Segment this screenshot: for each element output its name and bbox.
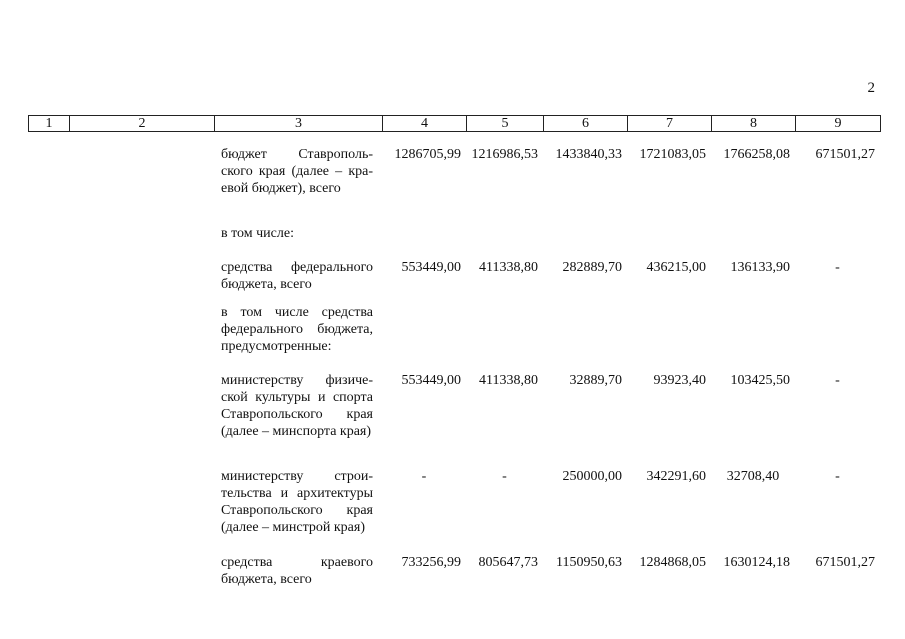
header-cell-1: 1 [29, 116, 70, 132]
table-row [28, 304, 880, 372]
header-cell-5: 5 [467, 116, 544, 132]
value-col-7: 93923,40 [653, 373, 706, 388]
header-cell-9: 9 [796, 116, 881, 132]
table-row [28, 554, 880, 594]
value-col-7: 342291,60 [646, 469, 706, 484]
value-col-9: 671501,27 [815, 555, 875, 570]
value-col-9: 671501,27 [815, 147, 875, 162]
header-row [29, 116, 881, 132]
value-col-6: 282889,70 [562, 260, 622, 275]
row-description: министерству физиче-ской культуры и спорта Ставропольского края (далее – минспорта края) [221, 373, 373, 439]
value-col-6: 1150950,63 [556, 555, 622, 570]
row-description: средства федерального бюджета, всего [221, 260, 373, 292]
value-col-5: 411338,80 [479, 373, 538, 388]
value-col-6: 1433840,33 [555, 147, 622, 162]
page-number: 2 [867, 80, 875, 96]
value-col-7: 1721083,05 [639, 147, 706, 162]
value-col-5: - [502, 469, 507, 484]
header-cell-7: 7 [628, 116, 712, 132]
header-cell-2: 2 [70, 116, 215, 132]
table-row [28, 225, 880, 259]
table-row [28, 468, 880, 554]
value-col-8: 32708,40 [726, 469, 780, 484]
row-description: бюджет Ставрополь-ского края (далее – кра-евой бюджет), всего [221, 147, 373, 196]
header-cell-3: 3 [215, 116, 383, 132]
value-col-8: 136133,90 [730, 260, 790, 275]
value-col-6: 250000,00 [562, 469, 622, 484]
value-col-4: 1286705,99 [394, 147, 461, 162]
table-row [28, 259, 880, 304]
value-col-8: 103425,50 [730, 373, 790, 388]
budget-table [28, 146, 880, 594]
header-cell-6: 6 [544, 116, 628, 132]
header-cell-8: 8 [712, 116, 796, 132]
value-col-5: 1216986,53 [471, 147, 538, 162]
value-col-4: 553449,00 [401, 260, 461, 275]
value-col-9: - [835, 469, 840, 484]
header-cell-4: 4 [383, 116, 467, 132]
value-col-5: 805647,73 [478, 555, 538, 570]
column-number-header [28, 115, 881, 132]
value-col-9: - [835, 260, 840, 275]
value-col-8: 1766258,08 [723, 147, 790, 162]
value-col-4: 553449,00 [401, 373, 461, 388]
value-col-8: 1630124,18 [723, 555, 790, 570]
table-row [28, 146, 880, 225]
row-description: в том числе средства федерального бюджета, предусмотренные: [221, 305, 373, 354]
value-col-5: 411338,80 [479, 260, 538, 275]
value-col-6: 32889,70 [569, 373, 622, 388]
row-description: средства краевого бюджета, всего [221, 555, 373, 587]
row-description: в том числе: [221, 226, 294, 241]
value-col-7: 436215,00 [646, 260, 706, 275]
value-col-4: - [421, 469, 427, 484]
value-col-4: 733256,99 [401, 555, 461, 570]
row-description: министерству строи-тельства и архитектуры Ставропольского края (далее – минстрой края) [221, 469, 373, 535]
value-col-7: 1284868,05 [639, 555, 706, 570]
table-row [28, 372, 880, 468]
value-col-9: - [835, 373, 840, 388]
